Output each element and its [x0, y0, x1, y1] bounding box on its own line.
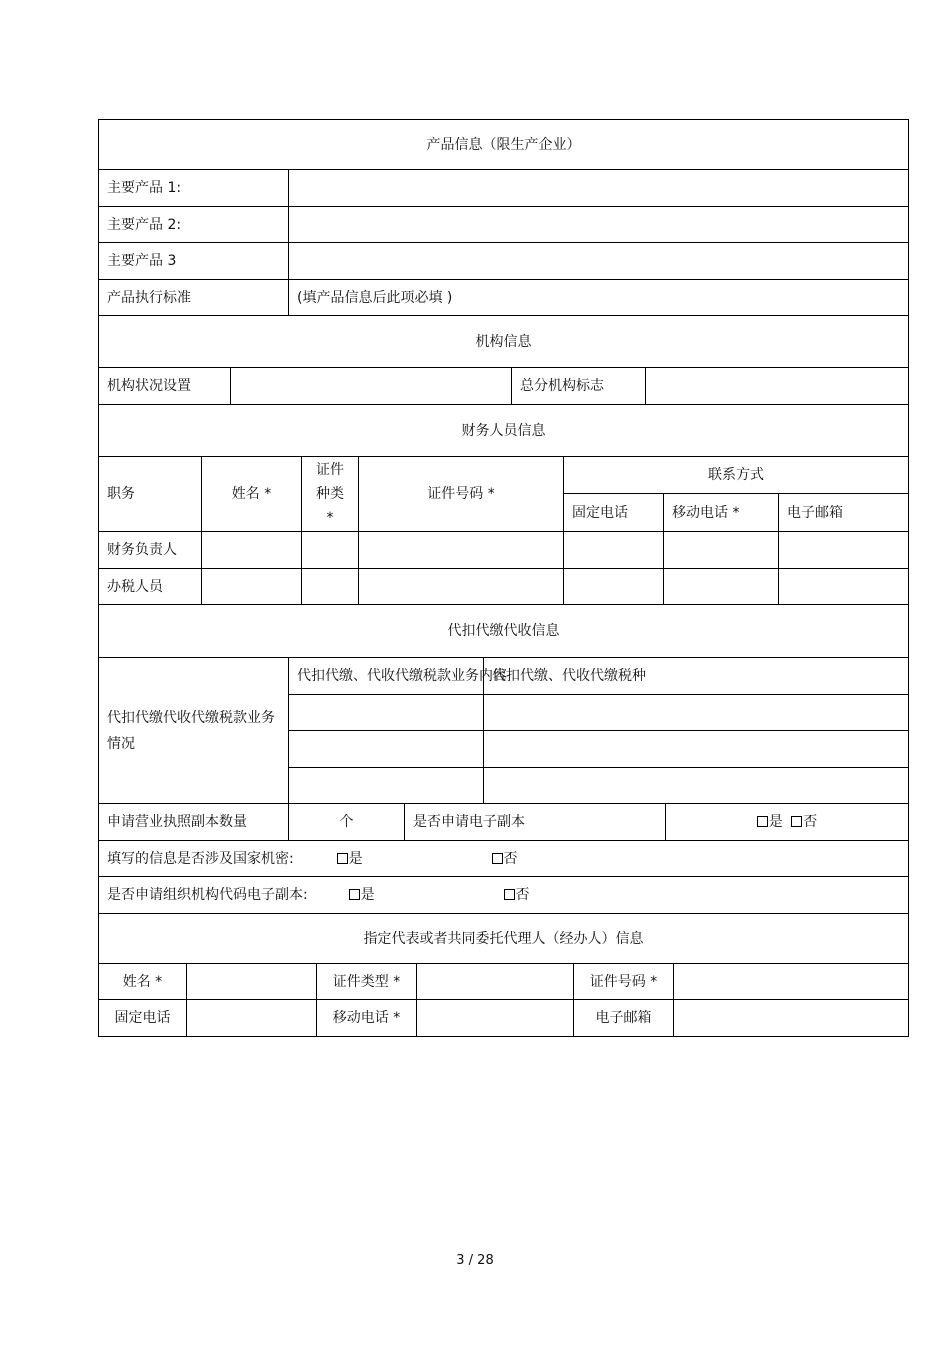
secret-yes-checkbox[interactable]	[337, 853, 348, 864]
withhold-content-field-2[interactable]	[289, 731, 484, 768]
finance-head-mobile-field[interactable]	[664, 532, 779, 569]
finance-staff-table	[98, 404, 909, 658]
tax-officer-email-field[interactable]	[779, 569, 909, 605]
col-email-header: 电子邮箱	[779, 494, 909, 532]
withhold-content-field-1[interactable]	[289, 695, 484, 731]
withhold-side-label: 代扣代缴代收代缴税款业务情况	[99, 658, 289, 804]
agent-email-field[interactable]	[674, 1000, 909, 1037]
branch-flag-field[interactable]	[646, 368, 909, 405]
org-status-label: 机构状况设置	[99, 368, 231, 405]
agent-idno-label: 证件号码 *	[574, 964, 674, 1000]
withhold-table	[98, 657, 909, 964]
agent-email-label: 电子邮箱	[574, 1000, 674, 1037]
orgcode-yes-checkbox[interactable]	[349, 889, 360, 900]
withhold-tax-header: 代扣代缴、代收代缴税种	[484, 658, 909, 695]
product-standard-label: 产品执行标准	[99, 280, 289, 316]
withhold-tax-field-2[interactable]	[484, 731, 909, 768]
agent-table	[98, 963, 909, 1037]
orgcode-no-label: 否	[515, 887, 530, 903]
orgcode-row	[99, 877, 909, 914]
product-2-label: 主要产品 2:	[99, 207, 289, 243]
agent-phone-field[interactable]	[187, 1000, 317, 1037]
withhold-tax-field-3[interactable]	[484, 768, 909, 804]
finance-head-idno-field[interactable]	[359, 532, 564, 569]
secret-yes-label: 是	[348, 850, 363, 867]
page-number: 3 / 28	[456, 1253, 494, 1268]
finance-staff-section	[98, 404, 908, 658]
e-copy-yes-label: 是	[768, 814, 783, 830]
finance-head-idtype-field[interactable]	[302, 532, 359, 569]
col-mobile-header: 移动电话 *	[664, 494, 779, 532]
tax-officer-idtype-field[interactable]	[302, 569, 359, 605]
withhold-content-header: 代扣代缴、代收代缴税款业务内容	[289, 658, 484, 695]
branch-flag-label: 总分机构标志	[512, 368, 646, 405]
e-copy-no-label: 否	[803, 814, 818, 830]
role-finance-head: 财务负责人	[99, 532, 202, 569]
product-info-header: 产品信息（限生产企业）	[99, 120, 909, 170]
finance-head-phone-field[interactable]	[564, 532, 664, 569]
col-idtype-line1: 证件	[316, 462, 344, 478]
org-info-header: 机构信息	[99, 316, 909, 368]
agent-mobile-field[interactable]	[417, 1000, 574, 1037]
license-count-field[interactable]	[289, 804, 405, 841]
agent-idtype-field[interactable]	[417, 964, 574, 1000]
product-info-table	[98, 119, 909, 368]
tax-officer-name-field[interactable]	[202, 569, 302, 605]
col-name-header: 姓名 *	[202, 457, 302, 532]
agent-phone-label: 固定电话	[99, 1000, 187, 1037]
product-2-field[interactable]	[289, 207, 909, 243]
product-1-label: 主要产品 1:	[99, 170, 289, 207]
col-role-header: 职务	[99, 457, 202, 532]
table-row	[99, 532, 909, 569]
e-copy-yes-checkbox[interactable]	[757, 816, 768, 827]
secret-row	[99, 841, 909, 877]
agent-name-label: 姓名 *	[99, 964, 187, 1000]
agent-idtype-label: 证件类型 *	[317, 964, 417, 1000]
tax-officer-mobile-field[interactable]	[664, 569, 779, 605]
org-status-section	[98, 367, 908, 405]
withhold-content-field-3[interactable]	[289, 768, 484, 804]
orgcode-no-checkbox[interactable]	[504, 889, 515, 900]
role-tax-officer: 办税人员	[99, 569, 202, 605]
e-copy-options	[666, 804, 909, 841]
product-3-label: 主要产品 3	[99, 243, 289, 280]
license-count-unit: 个	[339, 814, 354, 830]
secret-label: 填写的信息是否涉及国家机密:	[107, 850, 294, 867]
product-1-field[interactable]	[289, 170, 909, 207]
orgcode-yes-label: 是	[360, 887, 375, 903]
col-idtype-header	[302, 457, 359, 532]
org-status-field[interactable]	[231, 368, 512, 405]
product-standard-field[interactable]: (填产品信息后此项必填 )	[289, 280, 909, 316]
col-idno-header: 证件号码 *	[359, 457, 564, 532]
org-status-table	[98, 367, 909, 405]
table-row	[99, 569, 909, 605]
secret-no-checkbox[interactable]	[492, 853, 503, 864]
orgcode-label: 是否申请组织机构代码电子副本:	[107, 887, 308, 903]
agent-mobile-label: 移动电话 *	[317, 1000, 417, 1037]
finance-head-email-field[interactable]	[779, 532, 909, 569]
finance-head-name-field[interactable]	[202, 532, 302, 569]
product-info-section	[98, 119, 908, 368]
withhold-tax-field-1[interactable]	[484, 695, 909, 731]
tax-officer-phone-field[interactable]	[564, 569, 664, 605]
product-3-field[interactable]	[289, 243, 909, 280]
tax-officer-idno-field[interactable]	[359, 569, 564, 605]
agent-idno-field[interactable]	[674, 964, 909, 1000]
agent-info-header: 指定代表或者共同委托代理人（经办人）信息	[99, 914, 909, 964]
agent-name-field[interactable]	[187, 964, 317, 1000]
license-count-label: 申请营业执照副本数量	[99, 804, 289, 841]
e-copy-no-checkbox[interactable]	[791, 816, 802, 827]
col-contact-header: 联系方式	[564, 457, 909, 494]
withhold-section	[98, 657, 908, 1037]
col-idtype-star: *	[326, 510, 334, 526]
col-phone-header: 固定电话	[564, 494, 664, 532]
secret-no-label: 否	[503, 850, 518, 867]
withhold-info-header: 代扣代缴代收信息	[99, 605, 909, 658]
col-idtype-line2: 种类	[316, 486, 344, 502]
finance-staff-header: 财务人员信息	[99, 405, 909, 457]
e-copy-label: 是否申请电子副本	[405, 804, 666, 841]
